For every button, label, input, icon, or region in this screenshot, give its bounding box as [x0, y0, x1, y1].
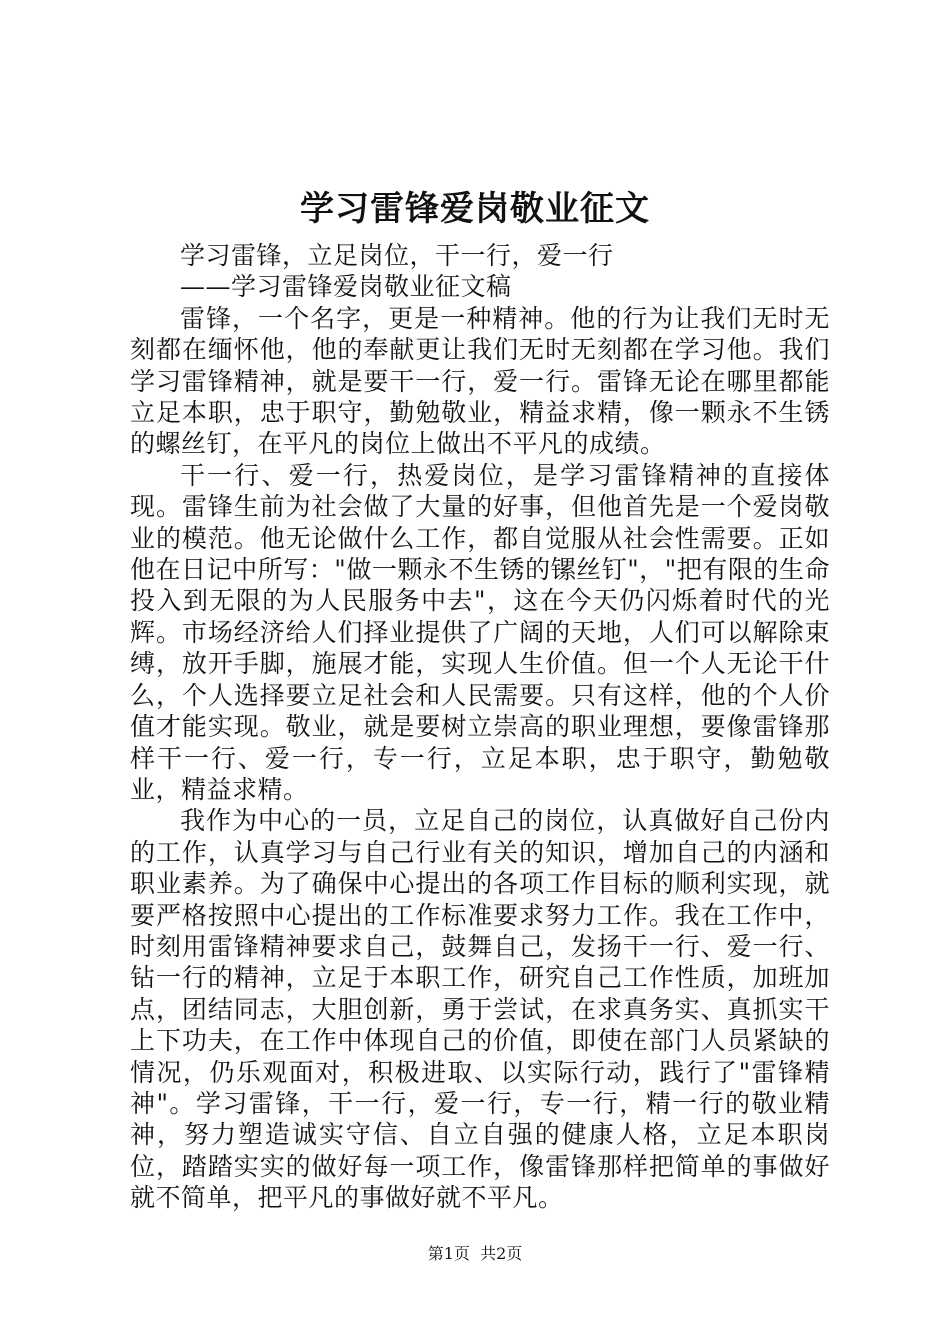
- paragraph-2: 干一行、爱一行，热爱岗位，是学习雷锋精神的直接体现。雷锋生前为社会做了大量的好事，但他首先是一个爱岗敬业的模范。他无论做什么工作，都自觉服从社会性需要。正如他在日记中所写："做一颗永不生锈的镙丝钉"，"把有限的生命投入到无限的为人民服务中去"，这在今天仍闪烁着时代的光辉。市场经济给人们择业提供了广阔的天地，人们可以解除束缚，放开手脚，施展才能，实现人生价值。但一个人无论干什么，个人选择要立足社会和人民需要。只有这样，他的个人价值才能实现。敬业，就是要树立崇高的职业理想，要像雷锋那样干一行、爱一行，专一行，立足本职，忠于职守，勤勉敬业，精益求精。: [130, 460, 830, 804]
- document-title: 学习雷锋爱岗敬业征文: [300, 189, 650, 229]
- paragraph-1: 雷锋，一个名字，更是一种精神。他的行为让我们无时无刻都在缅怀他，他的奉献更让我们无时无刻都在学习他。我们学习雷锋精神，就是要干一行，爱一行。雷锋无论在哪里都能立足本职，忠于职守，勤勉敬业，精益求精，像一颗永不生锈的螺丝钉，在平凡的岗位上做出不平凡的成绩。: [130, 303, 830, 459]
- subtitle-line-2: ——学习雷锋爱岗敬业征文稿: [180, 272, 512, 302]
- page-footer: 第1页 共2页: [427, 1244, 523, 1263]
- paragraph-3: 我作为中心的一员，立足自己的岗位，认真做好自己份内的工作，认真学习与自己行业有关的知识，增加自己的内涵和职业素养。为了确保中心提出的各项工作目标的顺利实现，就要严格按照中心提出的工作标准要求努力工作。我在工作中，时刻用雷锋精神要求自己，鼓舞自己，发扬干一行、爱一行、钻一行的精神，立足于本职工作，研究自己工作性质，加班加点，团结同志，大胆创新，勇于尝试，在求真务实、真抓实干上下功夫，在工作中体现自己的价值，即使在部门人员紧缺的情况，仍乐观面对，积极进取、以实际行动，践行了"雷锋精神"。学习雷锋，干一行，爱一行，专一行，精一行的敬业精神，努力塑造诚实守信、自立自强的健康人格，立足本职岗位，踏踏实实的做好每一项工作，像雷锋那样把简单的事做好就不简单，把平凡的事做好就不平凡。: [130, 806, 830, 1213]
- document-body: [130, 240, 830, 1214]
- subtitle-line-1: 学习雷锋，立足岗位，干一行，爱一行: [180, 241, 614, 270]
